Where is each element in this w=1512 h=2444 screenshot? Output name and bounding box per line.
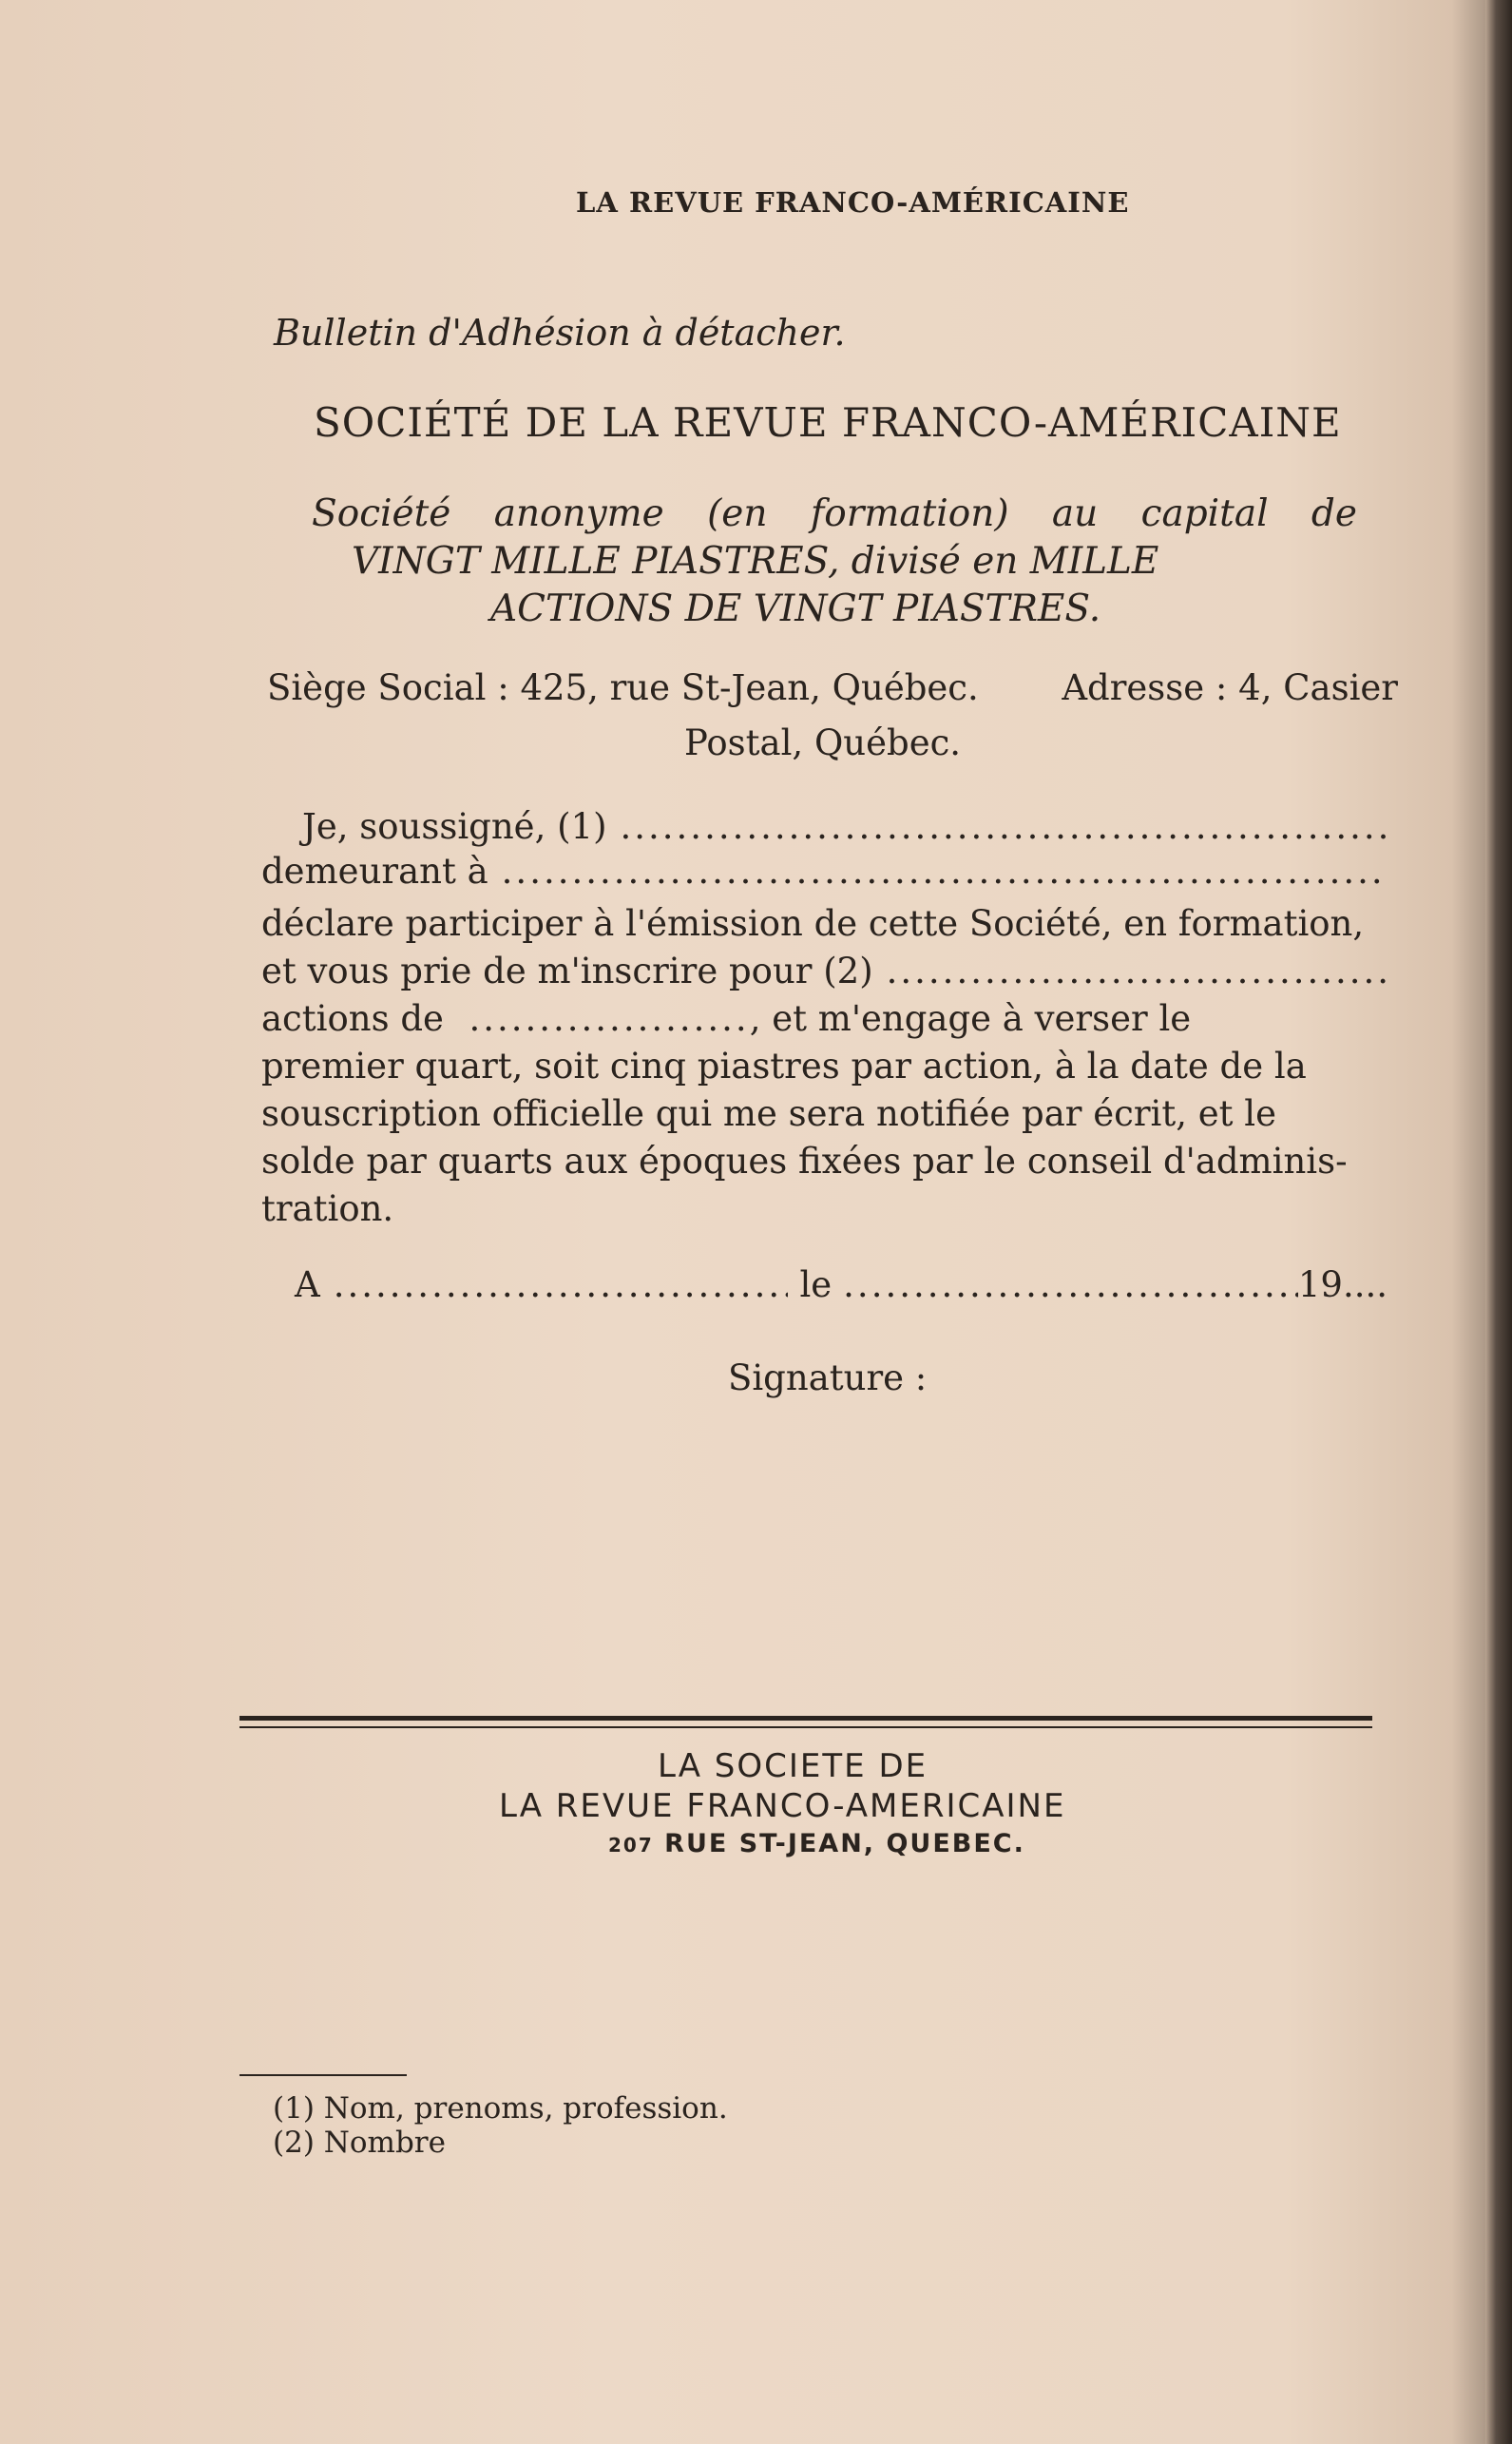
form-line-5: [261, 998, 1191, 1039]
date-label: le: [799, 1264, 833, 1305]
imprint-line-2: LA REVUE FRANCO-AMERICAINE: [499, 1787, 1066, 1825]
footnote-rule: [239, 2074, 407, 2076]
capital-line-1: [312, 492, 1357, 535]
form-label-residence: demeurant à: [261, 851, 488, 892]
form-line-residence: [261, 851, 1388, 892]
name-fill-field[interactable]: [621, 806, 1388, 847]
seat-line-1: [267, 667, 1398, 708]
date-fill-field[interactable]: [843, 1264, 1298, 1305]
date-line: [295, 1264, 1388, 1305]
bulletin-title: Bulletin d'Adhésion à détacher.: [274, 312, 846, 354]
form-line-shares: [261, 951, 1388, 991]
capital-word: Société: [312, 492, 451, 535]
year-fill-field[interactable]: 19....: [1297, 1264, 1388, 1305]
seat-line-2: Postal, Québec.: [684, 722, 962, 763]
footnote-1: (1) Nom, prenoms, profession.: [273, 2091, 728, 2126]
imprint-address: [608, 1829, 1025, 1858]
place-label: A: [295, 1264, 320, 1305]
capital-word: au: [1051, 492, 1099, 535]
capital-word: anonyme: [493, 492, 664, 535]
footnote-2: (2) Nombre: [273, 2126, 446, 2160]
running-head: LA REVUE FRANCO-AMÉRICAINE: [576, 186, 1130, 219]
shares-count-fill-field[interactable]: [887, 951, 1388, 991]
residence-fill-field[interactable]: [502, 851, 1388, 892]
society-name: SOCIÉTÉ DE LA REVUE FRANCO-AMÉRICAINE: [314, 399, 1342, 446]
head-office: Siège Social : 425, rue St-Jean, Québec.: [267, 667, 979, 708]
capital-word: capital: [1140, 492, 1269, 535]
street-address: RUE ST-JEAN, QUEBEC.: [664, 1829, 1025, 1858]
page-edge-shadow: [1485, 0, 1512, 2444]
capital-line-3: ACTIONS DE VINGT PIASTRES.: [490, 587, 1101, 630]
postal-address: Adresse : 4, Casier: [1062, 667, 1398, 708]
signature-label: Signature :: [728, 1357, 928, 1398]
capital-word: de: [1311, 492, 1357, 535]
form-line-9: tration.: [261, 1188, 394, 1229]
divider-rule: [239, 1716, 1372, 1721]
form-line-6: premier quart, soit cinq piastres par action, à la date de la: [261, 1046, 1307, 1087]
divider-rule-thin: [239, 1726, 1372, 1728]
form-label-name: Je, soussigné, (1): [302, 806, 607, 847]
form-label-commit: , et m'engage à verser le: [749, 998, 1192, 1039]
shares-value-fill-field[interactable]: ....................: [454, 998, 750, 1039]
capital-word: (en: [707, 492, 768, 535]
form-line-8: solde par quarts aux époques fixées par le conseil d'adminis-: [261, 1141, 1348, 1182]
form-line-name: [302, 806, 1388, 847]
place-fill-field[interactable]: [334, 1264, 789, 1305]
form-label-actions: actions de: [261, 998, 444, 1039]
street-number: 207: [608, 1834, 654, 1857]
form-line-3: déclare participer à l'émission de cette Société, en formation,: [261, 903, 1365, 944]
form-label-shares: et vous prie de m'inscrire pour (2): [261, 951, 873, 991]
form-line-7: souscription officielle qui me sera notifiée par écrit, et le: [261, 1093, 1277, 1134]
capital-word: formation): [810, 492, 1009, 535]
capital-line-2: VINGT MILLE PIASTRES, divisé en MILLE: [352, 540, 1159, 583]
imprint-line-1: LA SOCIETE DE: [658, 1747, 928, 1785]
